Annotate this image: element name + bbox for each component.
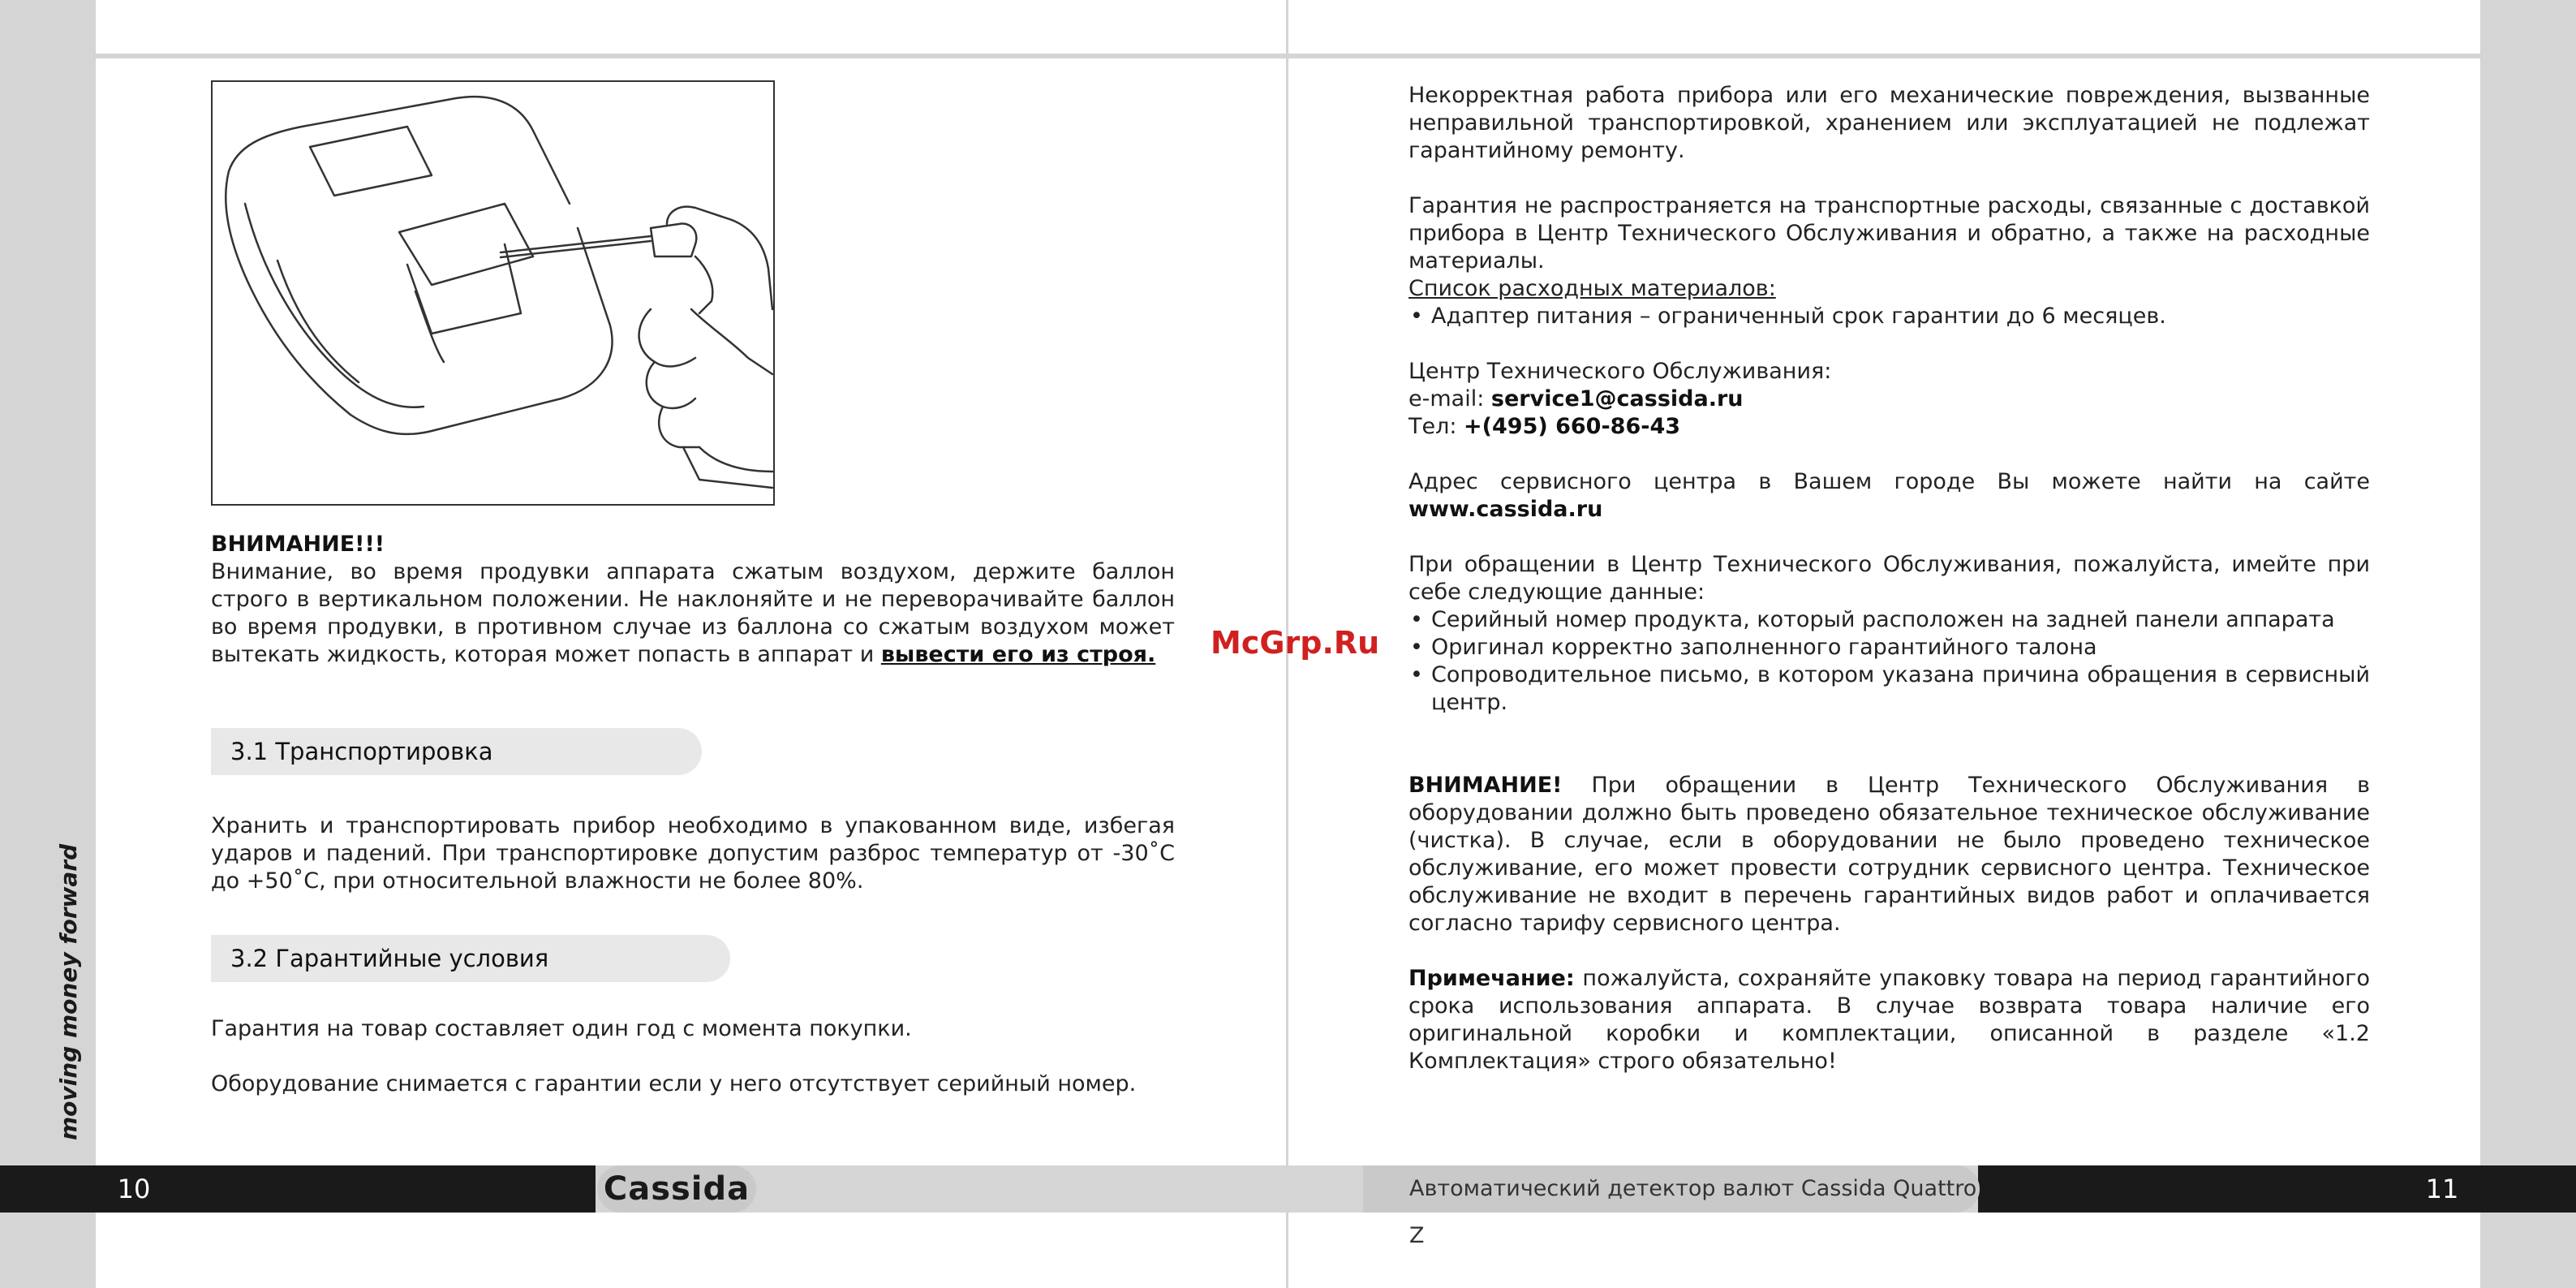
warning-title: ВНИМАНИЕ! xyxy=(1408,773,1563,798)
section-warranty-heading: 3.2 Гарантийные условия xyxy=(211,935,730,982)
compressed-air-cleaning-drawing xyxy=(213,82,773,504)
attention-text: Внимание, во время продувки аппарата сжатым воздухом, держите баллон строго в вертикальном положении. Не наклоняйте и не переворачивайте баллон во время продувки, в противном случае из баллона со сжатым воздухом может вытекать жидкость, которая может попасть в аппарат и xyxy=(211,559,1175,667)
list-item: • Сопроводительное письмо, в котором указана причина обращения в сервисный центр. xyxy=(1408,661,2370,717)
warning-text: При обращении в Центр Технического Обслуживания в оборудовании должно быть проведено обязательное техническое обслуживание (чистка). В случае, если в оборудовании не было проведено техническое обслуживание, его может провести сотрудник сервисного центра. Техническое обслуживание не входит в перечень гарантийных видов работ и оплачивается согласно тарифу сервисного центра. xyxy=(1408,773,2370,936)
cassida-logo xyxy=(597,1165,756,1213)
attention-block xyxy=(211,531,1175,669)
address-paragraph xyxy=(1408,468,2370,523)
page-number-right: 11 xyxy=(2406,1165,2479,1213)
note-paragraph xyxy=(1408,965,2370,1075)
footer-bar-right-dark xyxy=(1978,1165,2576,1213)
damage-paragraph: Некорректная работа прибора или его механические повреждения, вызванные неправильной транспортировкой, хранением или эксплуатацией не подлежат гарантийному ремонту. xyxy=(1408,83,2370,163)
list-item: • Оригинал корректно заполненного гарантийного талона xyxy=(1408,634,2370,661)
section-transport-heading: 3.1 Транспортировка xyxy=(211,728,702,775)
attention-emphasis: вывести его из строя. xyxy=(880,642,1156,667)
email-label: e-mail: xyxy=(1408,386,1491,411)
service-center-label: Центр Технического Обслуживания: xyxy=(1408,359,1832,384)
warranty-paragraph-2: Оборудование снимается с гарантии если у него отсутствует серийный номер. xyxy=(211,1071,1137,1096)
footer-product-title: Автоматический детектор валют Cassida Quattro Z xyxy=(1363,1165,1980,1213)
watermark: McGrp.Ru xyxy=(1211,625,1380,661)
phone-number: +(495) 660-86-43 xyxy=(1464,414,1681,439)
footer-bar-left-dark xyxy=(0,1165,596,1213)
consumables-title: Список расходных материалов: xyxy=(1408,276,1776,301)
transport-costs-paragraph: Гарантия не распространяется на транспортные расходы, связанные с доставкой прибора в Центр Технического Обслуживания и обратно, а также на расходные материалы. xyxy=(1408,193,2370,274)
warning-paragraph xyxy=(1408,772,2370,937)
email-line xyxy=(1408,386,2370,413)
right-margin-strip xyxy=(2480,0,2576,1288)
list-item: • Адаптер питания – ограниченный срок гарантии до 6 месяцев. xyxy=(1408,303,2370,330)
note-title: Примечание: xyxy=(1408,966,1575,991)
attention-title: ВНИМАНИЕ!!! xyxy=(211,532,385,557)
phone-label: Тел: xyxy=(1408,414,1464,439)
brand-tagline: moving money forward xyxy=(55,843,82,1140)
list-item: • Серийный номер продукта, который расположен на задней панели аппарата xyxy=(1408,606,2370,634)
cleaning-illustration xyxy=(211,80,775,506)
note-text: пожалуйста, сохраняйте упаковку товара на период гарантийного срока использования аппарата. В случае возврата товара наличие его оригинальной коробки и комплектации, описанной в разделе «1.2 Комплектация» строго обязательно! xyxy=(1408,966,2370,1074)
consumables-list xyxy=(1408,303,2370,330)
right-page-content xyxy=(1408,82,2370,1075)
contact-requirements-list xyxy=(1408,606,2370,717)
contact-intro: При обращении в Центр Технического Обслуживания, пожалуйста, имейте при себе следующие данные: xyxy=(1408,552,2370,605)
warranty-paragraph-1: Гарантия на товар составляет один год с момента покупки. xyxy=(211,1016,912,1041)
page-number-left: 10 xyxy=(97,1165,170,1213)
address-text: Адрес сервисного центра в Вашем городе Вы можете найти на сайте xyxy=(1408,469,2370,494)
email-link[interactable]: service1@cassida.ru xyxy=(1490,386,1744,411)
transport-paragraph: Хранить и транспортировать прибор необходимо в упакованном виде, избегая ударов и падений. При транспортировке допустим разброс температур от -30˚С до +50˚С, при относительной влажности не более 80%. xyxy=(211,813,1175,894)
attention-paragraph xyxy=(211,558,1175,669)
website-link[interactable]: www.cassida.ru xyxy=(1408,497,1603,522)
phone-line xyxy=(1408,413,2370,441)
logo-text: Cassida xyxy=(603,1170,750,1208)
